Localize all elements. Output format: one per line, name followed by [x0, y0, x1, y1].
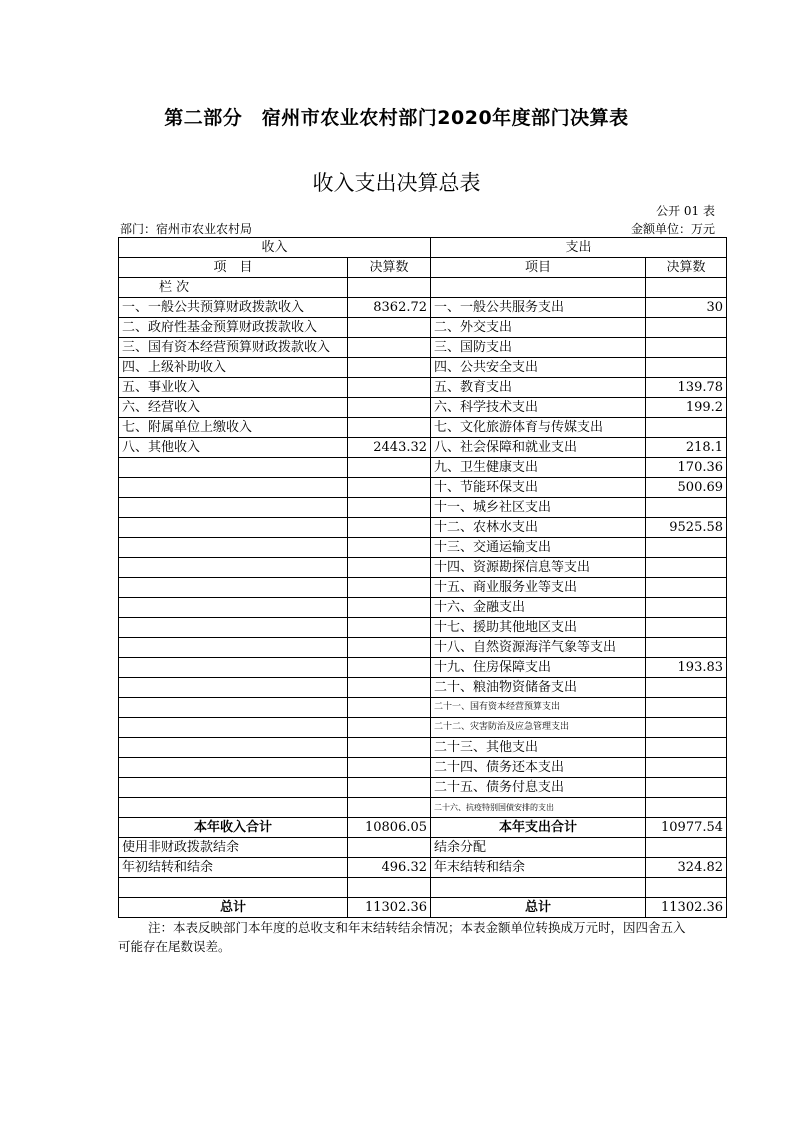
expense-item-value: [646, 778, 727, 798]
expense-item-label: 二十、粮油物资储备支出: [431, 678, 646, 698]
income-item-label: 四、上级补助收入: [119, 358, 348, 378]
income-item-value: [348, 318, 431, 338]
expense-item-value: [646, 558, 727, 578]
non-fiscal-surplus-label: 使用非财政拨款结余: [119, 838, 348, 858]
table-row: [119, 758, 727, 778]
empty-cell: [348, 538, 431, 558]
expense-item-label: 二十六、抗疫特别国债安排的支出: [431, 798, 646, 818]
empty-cell: [119, 638, 348, 658]
surplus-distribution-label: 结余分配: [431, 838, 646, 858]
expense-item-label: 十六、金融支出: [431, 598, 646, 618]
table-body: [119, 238, 727, 918]
expense-item-label: 一、一般公共服务支出: [431, 298, 646, 318]
grand-total-expense-value: 11302.36: [646, 898, 727, 918]
empty-cell: [119, 618, 348, 638]
summary-row: [119, 898, 727, 918]
expense-item-label: 二十三、其他支出: [431, 738, 646, 758]
expense-item-label: 十九、住房保障支出: [431, 658, 646, 678]
expense-item-value: [646, 338, 727, 358]
empty-cell: [348, 618, 431, 638]
table-row: [119, 598, 727, 618]
expense-item-value: 170.36: [646, 458, 727, 478]
table-row: [119, 358, 727, 378]
empty-cell: [119, 758, 348, 778]
expense-item-value: [646, 538, 727, 558]
expense-item-value: [646, 598, 727, 618]
expense-item-label: 十五、商业服务业等支出: [431, 578, 646, 598]
empty-cell: [348, 638, 431, 658]
table-row: [119, 658, 727, 678]
empty-cell: [119, 518, 348, 538]
expense-item-value: 199.2: [646, 398, 727, 418]
expense-item-value: [646, 358, 727, 378]
table-row: [119, 538, 727, 558]
table-row: [119, 618, 727, 638]
table-row: [119, 518, 727, 538]
ending-balance-label: 年末结转和结余: [431, 858, 646, 878]
expense-item-label: 二十四、债务还本支出: [431, 758, 646, 778]
expense-item-value: [646, 618, 727, 638]
table-row: [119, 498, 727, 518]
expense-item-value: 9525.58: [646, 518, 727, 538]
empty-cell: [348, 658, 431, 678]
surplus-distribution-value: [646, 838, 727, 858]
expense-item-header: 项目: [431, 258, 646, 278]
table-row: [119, 378, 727, 398]
empty-cell: [119, 738, 348, 758]
empty-cell: [348, 778, 431, 798]
footnote: 注：本表反映部门本年度的总收支和年末结转结余情况；本表金额单位转换成万元时，因四舍五入可能存在尾数误差。: [118, 920, 686, 954]
income-item-value: [348, 378, 431, 398]
expense-item-value: [646, 678, 727, 698]
expense-item-label: 九、卫生健康支出: [431, 458, 646, 478]
table-row: [119, 718, 727, 738]
expense-total-value: 10977.54: [646, 818, 727, 838]
grand-total-label: 总计: [431, 898, 646, 918]
summary-row: [119, 818, 727, 838]
expense-item-value: [646, 498, 727, 518]
table-row: [119, 398, 727, 418]
empty-cell: [119, 798, 348, 818]
expense-item-value: 218.1: [646, 438, 727, 458]
income-item-value: 2443.32: [348, 438, 431, 458]
expense-item-value: 139.78: [646, 378, 727, 398]
expense-item-label: 十二、农林水支出: [431, 518, 646, 538]
expense-item-label: 八、社会保障和就业支出: [431, 438, 646, 458]
column-label: 栏 次: [119, 278, 348, 298]
section-header-row: [119, 238, 727, 258]
income-item-value: [348, 418, 431, 438]
table-row: [119, 798, 727, 818]
table-row: [119, 338, 727, 358]
page-title: 第二部分 宿州市农业农村部门2020年度部门决算表: [164, 107, 629, 129]
summary-row: [119, 878, 727, 898]
empty-cell: [119, 678, 348, 698]
income-item-label: 一、一般公共预算财政拨款收入: [119, 298, 348, 318]
empty-cell: [348, 758, 431, 778]
empty-cell: [348, 558, 431, 578]
expense-item-value: [646, 738, 727, 758]
table-title: 收入支出决算总表: [312, 171, 481, 195]
expense-item-label: 二、外交支出: [431, 318, 646, 338]
expense-item-value: [646, 318, 727, 338]
income-item-value: 8362.72: [348, 298, 431, 318]
expense-item-label: 十八、自然资源海洋气象等支出: [431, 638, 646, 658]
amount-unit-label: 金额单位：万元: [630, 222, 715, 236]
empty-cell: [119, 578, 348, 598]
ending-balance-value: 324.82: [646, 858, 727, 878]
summary-row: [119, 838, 727, 858]
income-item-label: 七、附属单位上缴收入: [119, 418, 348, 438]
table-row: [119, 778, 727, 798]
empty-cell: [119, 698, 348, 718]
income-item-label: 二、政府性基金预算财政拨款收入: [119, 318, 348, 338]
expense-item-value: [646, 638, 727, 658]
expense-item-value: 500.69: [646, 478, 727, 498]
expense-item-label: 十一、城乡社区支出: [431, 498, 646, 518]
empty-cell: [431, 878, 646, 898]
income-expense-table: [118, 237, 727, 918]
empty-cell: [646, 878, 727, 898]
table-row: [119, 318, 727, 338]
table-row: [119, 558, 727, 578]
income-item-header: 项 目: [119, 258, 348, 278]
income-item-value: [348, 398, 431, 418]
empty-cell: [119, 498, 348, 518]
empty-cell: [646, 278, 727, 298]
income-amount-header: 决算数: [348, 258, 431, 278]
table-row: [119, 578, 727, 598]
grand-total-label: 总计: [119, 898, 348, 918]
income-item-label: 八、其他收入: [119, 438, 348, 458]
empty-cell: [119, 878, 348, 898]
expense-item-label: 十、节能环保支出: [431, 478, 646, 498]
expense-item-label: 二十五、债务付息支出: [431, 778, 646, 798]
summary-row: [119, 858, 727, 878]
expense-item-label: 十四、资源勘探信息等支出: [431, 558, 646, 578]
empty-cell: [119, 458, 348, 478]
beginning-balance-value: 496.32: [348, 858, 431, 878]
income-item-label: 三、国有资本经营预算财政拨款收入: [119, 338, 348, 358]
income-item-label: 六、经营收入: [119, 398, 348, 418]
empty-cell: [431, 278, 646, 298]
empty-cell: [348, 578, 431, 598]
empty-cell: [348, 678, 431, 698]
income-item-value: [348, 338, 431, 358]
table-row: [119, 418, 727, 438]
empty-cell: [348, 878, 431, 898]
table-row: [119, 738, 727, 758]
empty-cell: [348, 518, 431, 538]
column-label-row: [119, 278, 727, 298]
non-fiscal-surplus-value: [348, 838, 431, 858]
empty-cell: [119, 558, 348, 578]
empty-cell: [119, 598, 348, 618]
expense-item-label: 二十二、灾害防治及应急管理支出: [431, 718, 646, 738]
expense-item-value: 30: [646, 298, 727, 318]
empty-cell: [348, 698, 431, 718]
empty-cell: [348, 738, 431, 758]
expense-header: 支出: [431, 238, 727, 258]
form-number: 公开 01 表: [656, 204, 715, 218]
income-item-label: 五、事业收入: [119, 378, 348, 398]
grand-total-income-value: 11302.36: [348, 898, 431, 918]
empty-cell: [119, 658, 348, 678]
department-label: 部门：宿州市农业农村局: [120, 222, 253, 236]
empty-cell: [119, 778, 348, 798]
table-row: [119, 298, 727, 318]
income-header: 收入: [119, 238, 431, 258]
expense-item-value: [646, 578, 727, 598]
table-row: [119, 478, 727, 498]
expense-item-label: 三、国防支出: [431, 338, 646, 358]
expense-item-value: [646, 798, 727, 818]
table-row: [119, 698, 727, 718]
empty-cell: [348, 498, 431, 518]
expense-amount-header: 决算数: [646, 258, 727, 278]
expense-item-label: 七、文化旅游体育与传媒支出: [431, 418, 646, 438]
expense-item-value: [646, 718, 727, 738]
beginning-balance-label: 年初结转和结余: [119, 858, 348, 878]
empty-cell: [348, 718, 431, 738]
empty-cell: [348, 598, 431, 618]
column-header-row: [119, 258, 727, 278]
expense-item-label: 五、教育支出: [431, 378, 646, 398]
expense-item-label: 十三、交通运输支出: [431, 538, 646, 558]
income-item-value: [348, 358, 431, 378]
empty-cell: [348, 478, 431, 498]
expense-item-label: 十七、援助其他地区支出: [431, 618, 646, 638]
expense-item-value: [646, 418, 727, 438]
empty-cell: [119, 538, 348, 558]
expense-item-label: 二十一、国有资本经营预算支出: [431, 698, 646, 718]
income-total-value: 10806.05: [348, 818, 431, 838]
expense-item-value: [646, 698, 727, 718]
table-row: [119, 638, 727, 658]
table-row: [119, 438, 727, 458]
empty-cell: [348, 798, 431, 818]
expense-item-label: 四、公共安全支出: [431, 358, 646, 378]
empty-cell: [119, 718, 348, 738]
expense-item-value: [646, 758, 727, 778]
empty-cell: [348, 278, 431, 298]
expense-item-label: 六、科学技术支出: [431, 398, 646, 418]
table-row: [119, 458, 727, 478]
income-total-label: 本年收入合计: [119, 818, 348, 838]
table-row: [119, 678, 727, 698]
expense-item-value: 193.83: [646, 658, 727, 678]
empty-cell: [348, 458, 431, 478]
expense-total-label: 本年支出合计: [431, 818, 646, 838]
empty-cell: [119, 478, 348, 498]
